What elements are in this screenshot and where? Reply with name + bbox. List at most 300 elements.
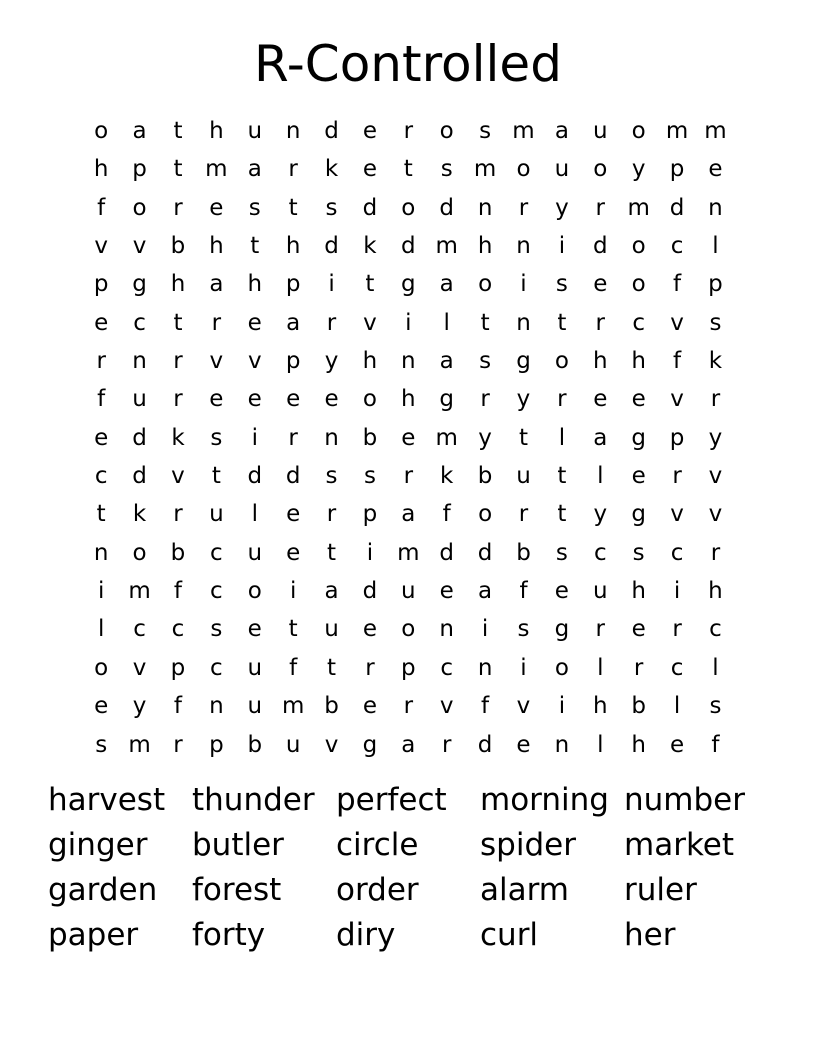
grid-letter[interactable]: a: [401, 501, 416, 528]
grid-letter[interactable]: t: [403, 156, 413, 183]
grid-letter[interactable]: p: [285, 271, 301, 298]
grid-letter[interactable]: r: [595, 616, 605, 643]
grid-letter[interactable]: h: [362, 348, 378, 375]
grid-letter[interactable]: n: [93, 539, 109, 566]
grid-letter[interactable]: s: [479, 348, 492, 375]
grid-letter[interactable]: r: [326, 501, 337, 528]
grid-letter[interactable]: f: [97, 194, 106, 221]
grid-letter[interactable]: b: [324, 693, 339, 720]
grid-letter[interactable]: c: [210, 654, 223, 681]
grid-letter[interactable]: e: [708, 156, 723, 183]
grid-letter[interactable]: y: [593, 501, 608, 528]
grid-letter[interactable]: t: [96, 501, 106, 528]
grid-letter[interactable]: y: [631, 156, 646, 183]
grid-letter[interactable]: r: [173, 194, 183, 221]
grid-letter[interactable]: i: [289, 578, 297, 605]
grid-letter[interactable]: u: [285, 731, 301, 758]
grid-letter[interactable]: d: [285, 463, 301, 490]
grid-letter[interactable]: d: [477, 539, 493, 566]
grid-letter[interactable]: e: [631, 616, 646, 643]
grid-letter[interactable]: p: [170, 654, 186, 681]
grid-letter[interactable]: p: [132, 156, 147, 183]
grid-letter[interactable]: r: [480, 386, 490, 413]
grid-letter[interactable]: v: [209, 348, 224, 375]
grid-letter[interactable]: e: [247, 616, 262, 643]
grid-letter[interactable]: n: [477, 194, 493, 221]
grid-letter[interactable]: s: [95, 731, 108, 758]
grid-letter[interactable]: h: [592, 348, 608, 375]
grid-letter[interactable]: y: [324, 348, 339, 375]
grid-letter[interactable]: g: [631, 501, 646, 528]
grid-letter[interactable]: f: [442, 501, 451, 528]
grid-letter[interactable]: p: [669, 424, 685, 451]
grid-letter[interactable]: b: [362, 424, 378, 451]
grid-letter[interactable]: b: [170, 233, 186, 260]
grid-letter[interactable]: p: [93, 271, 109, 298]
grid-letter[interactable]: v: [670, 501, 684, 528]
grid-letter[interactable]: l: [597, 463, 604, 490]
grid-letter[interactable]: k: [132, 501, 147, 528]
grid-letter[interactable]: h: [592, 693, 608, 720]
grid-letter[interactable]: r: [672, 616, 682, 643]
grid-letter[interactable]: i: [98, 578, 105, 605]
grid-letter[interactable]: i: [366, 539, 374, 566]
grid-letter[interactable]: v: [708, 501, 723, 528]
grid-letter[interactable]: p: [362, 501, 378, 528]
grid-letter[interactable]: h: [631, 348, 646, 375]
grid-letter[interactable]: e: [94, 693, 109, 720]
grid-letter[interactable]: h: [285, 233, 301, 260]
grid-letter[interactable]: c: [670, 233, 684, 260]
grid-letter[interactable]: c: [670, 539, 684, 566]
grid-letter[interactable]: a: [439, 348, 454, 375]
grid-letter[interactable]: y: [555, 194, 569, 221]
grid-letter[interactable]: b: [170, 539, 186, 566]
grid-letter[interactable]: l: [558, 424, 566, 451]
grid-letter[interactable]: o: [132, 539, 147, 566]
grid-letter[interactable]: a: [324, 578, 339, 605]
grid-letter[interactable]: o: [516, 156, 531, 183]
word-list: [48, 778, 768, 958]
grid-letter[interactable]: h: [209, 233, 224, 260]
grid-letter[interactable]: c: [593, 539, 607, 566]
grid-letter[interactable]: u: [324, 616, 339, 643]
grid-letter[interactable]: d: [324, 118, 339, 144]
grid-letter[interactable]: r: [557, 386, 567, 413]
grid-letter[interactable]: l: [597, 731, 604, 758]
grid-letter[interactable]: o: [631, 271, 646, 298]
word-list-item: morning: [480, 782, 609, 818]
grid-letter[interactable]: n: [132, 348, 147, 375]
grid-letter[interactable]: b: [247, 731, 263, 758]
grid-letter[interactable]: p: [285, 348, 301, 375]
grid-letter[interactable]: o: [593, 156, 608, 183]
grid-letter[interactable]: v: [516, 693, 531, 720]
grid-letter[interactable]: f: [173, 578, 183, 605]
grid-letter[interactable]: y: [516, 386, 531, 413]
grid-letter[interactable]: f: [519, 578, 528, 605]
grid-letter[interactable]: y: [132, 693, 147, 720]
grid-letter[interactable]: r: [403, 693, 414, 720]
grid-letter[interactable]: m: [435, 424, 458, 451]
grid-letter[interactable]: e: [94, 424, 109, 451]
grid-letter[interactable]: c: [133, 309, 146, 336]
grid-letter[interactable]: g: [362, 731, 378, 758]
grid-letter[interactable]: v: [94, 233, 108, 260]
grid-letter[interactable]: u: [247, 654, 263, 681]
grid-letter[interactable]: e: [554, 578, 569, 605]
grid-letter[interactable]: o: [247, 578, 262, 605]
grid-letter[interactable]: a: [478, 578, 493, 605]
grid-letter[interactable]: s: [517, 616, 530, 643]
grid-letter[interactable]: t: [557, 501, 567, 528]
grid-letter[interactable]: t: [365, 271, 375, 298]
grid-letter[interactable]: d: [247, 463, 263, 490]
grid-letter[interactable]: c: [670, 654, 684, 681]
grid-letter[interactable]: m: [665, 118, 689, 144]
grid-letter[interactable]: n: [516, 233, 531, 260]
grid-letter[interactable]: g: [401, 271, 416, 298]
grid-letter[interactable]: a: [286, 309, 301, 336]
grid-letter[interactable]: k: [324, 156, 339, 183]
grid-letter[interactable]: e: [516, 731, 531, 758]
grid-letter[interactable]: h: [631, 731, 646, 758]
grid-letter[interactable]: s: [479, 118, 492, 144]
grid-letter[interactable]: e: [593, 271, 608, 298]
grid-letter[interactable]: o: [132, 194, 147, 221]
grid-letter[interactable]: r: [633, 654, 644, 681]
grid-letter[interactable]: c: [94, 463, 108, 490]
grid-letter[interactable]: m: [704, 118, 727, 144]
grid-letter[interactable]: o: [401, 194, 416, 221]
word-list-item: butler: [192, 827, 284, 863]
grid-letter[interactable]: n: [516, 309, 531, 336]
grid-letter[interactable]: b: [631, 693, 646, 720]
grid-letter[interactable]: t: [288, 616, 298, 643]
grid-letter[interactable]: v: [132, 233, 147, 260]
grid-letter[interactable]: o: [439, 118, 454, 144]
grid-letter[interactable]: e: [631, 386, 646, 413]
grid-letter[interactable]: c: [440, 654, 454, 681]
grid-letter[interactable]: d: [439, 194, 455, 221]
grid-letter[interactable]: c: [210, 539, 223, 566]
grid-letter[interactable]: i: [251, 424, 258, 451]
grid-letter[interactable]: a: [401, 731, 416, 758]
grid-letter[interactable]: d: [669, 194, 685, 221]
grid-letter[interactable]: r: [595, 194, 605, 221]
word-list-item: order: [336, 872, 419, 908]
grid-letter[interactable]: o: [631, 233, 646, 260]
grid-letter[interactable]: u: [247, 118, 263, 144]
grid-letter[interactable]: e: [362, 156, 377, 183]
word-list-item: circle: [336, 827, 419, 863]
grid-letter[interactable]: d: [324, 233, 339, 260]
grid-letter[interactable]: t: [250, 233, 260, 260]
grid-letter[interactable]: m: [397, 539, 420, 566]
grid-letter[interactable]: o: [478, 501, 493, 528]
grid-letter[interactable]: d: [132, 424, 147, 451]
grid-letter[interactable]: i: [405, 309, 412, 336]
grid-letter[interactable]: c: [171, 616, 185, 643]
grid-letter[interactable]: u: [209, 501, 224, 528]
grid-letter[interactable]: d: [477, 731, 493, 758]
grid-letter[interactable]: t: [211, 463, 221, 490]
grid-letter[interactable]: h: [401, 386, 416, 413]
grid-letter[interactable]: s: [248, 194, 261, 221]
grid-letter[interactable]: r: [173, 386, 183, 413]
grid-letter[interactable]: u: [592, 578, 608, 605]
grid-letter[interactable]: t: [288, 194, 298, 221]
grid-letter[interactable]: n: [324, 424, 339, 451]
word-list-item: diry: [336, 917, 396, 953]
word-list-item: perfect: [336, 782, 447, 818]
grid-letter[interactable]: e: [362, 693, 377, 720]
letter-grid: [82, 112, 735, 764]
grid-letter[interactable]: g: [132, 271, 147, 298]
grid-letter[interactable]: h: [170, 271, 186, 298]
grid-letter[interactable]: o: [401, 616, 416, 643]
grid-letter[interactable]: n: [285, 118, 301, 144]
grid-letter[interactable]: v: [247, 348, 262, 375]
grid-letter[interactable]: r: [365, 654, 375, 681]
grid-letter[interactable]: r: [211, 309, 222, 336]
word-list-item: ruler: [624, 872, 697, 908]
grid-letter[interactable]: s: [709, 309, 722, 336]
grid-letter[interactable]: h: [477, 233, 493, 260]
grid-letter[interactable]: a: [209, 271, 224, 298]
grid-letter[interactable]: s: [325, 194, 338, 221]
grid-letter[interactable]: n: [708, 194, 723, 221]
grid-letter[interactable]: s: [555, 539, 568, 566]
grid-letter[interactable]: f: [481, 693, 490, 720]
grid-letter[interactable]: s: [440, 156, 453, 183]
grid-letter[interactable]: a: [554, 118, 569, 144]
grid-letter[interactable]: r: [173, 731, 183, 758]
grid-letter[interactable]: k: [363, 233, 377, 260]
grid-letter[interactable]: t: [557, 309, 567, 336]
grid-letter[interactable]: h: [708, 578, 723, 605]
grid-letter[interactable]: k: [708, 348, 723, 375]
grid-letter[interactable]: i: [558, 233, 566, 260]
grid-letter[interactable]: o: [94, 654, 109, 681]
grid-letter[interactable]: t: [173, 118, 183, 144]
grid-letter[interactable]: v: [439, 693, 454, 720]
grid-letter[interactable]: a: [593, 424, 608, 451]
grid-letter[interactable]: r: [173, 348, 183, 375]
grid-letter[interactable]: e: [247, 386, 262, 413]
grid-letter[interactable]: n: [209, 693, 224, 720]
grid-letter[interactable]: d: [362, 578, 378, 605]
grid-letter[interactable]: e: [669, 731, 685, 758]
grid-letter[interactable]: r: [173, 501, 183, 528]
grid-letter[interactable]: a: [439, 271, 454, 298]
grid-letter[interactable]: t: [557, 463, 567, 490]
grid-letter[interactable]: a: [132, 118, 147, 144]
grid-letter[interactable]: l: [251, 501, 258, 528]
grid-letter[interactable]: n: [477, 654, 493, 681]
grid-letter[interactable]: r: [288, 156, 298, 183]
grid-letter[interactable]: m: [435, 233, 458, 260]
grid-letter[interactable]: s: [210, 424, 223, 451]
grid-letter[interactable]: v: [132, 654, 147, 681]
grid-letter[interactable]: s: [210, 616, 223, 643]
grid-letter[interactable]: n: [401, 348, 416, 375]
grid-letter[interactable]: s: [709, 693, 722, 720]
grid-letter[interactable]: c: [133, 616, 146, 643]
grid-letter[interactable]: l: [597, 654, 604, 681]
grid-letter[interactable]: f: [673, 348, 682, 375]
grid-letter[interactable]: k: [440, 463, 454, 490]
grid-letter[interactable]: a: [247, 156, 262, 183]
grid-letter[interactable]: e: [362, 616, 377, 643]
grid-letter[interactable]: o: [631, 118, 646, 144]
grid-letter[interactable]: s: [555, 271, 568, 298]
grid-letter[interactable]: o: [554, 348, 569, 375]
grid-letter[interactable]: m: [128, 731, 151, 758]
grid-letter[interactable]: m: [473, 156, 497, 183]
grid-letter[interactable]: y: [708, 424, 723, 451]
grid-letter[interactable]: i: [481, 616, 489, 643]
grid-letter[interactable]: s: [325, 463, 338, 490]
grid-letter[interactable]: v: [324, 731, 339, 758]
grid-letter[interactable]: f: [289, 654, 298, 681]
grid-letter[interactable]: v: [670, 386, 684, 413]
page-title: R-Controlled: [254, 35, 562, 93]
grid-letter[interactable]: i: [520, 271, 527, 298]
grid-letter[interactable]: o: [554, 654, 569, 681]
grid-letter[interactable]: d: [132, 463, 147, 490]
grid-letter[interactable]: g: [554, 616, 570, 643]
grid-letter[interactable]: t: [480, 309, 490, 336]
grid-letter[interactable]: r: [518, 194, 529, 221]
grid-letter[interactable]: c: [709, 616, 722, 643]
grid-letter[interactable]: p: [669, 156, 685, 183]
grid-letter[interactable]: u: [401, 578, 416, 605]
grid-letter[interactable]: c: [632, 309, 645, 336]
grid-letter[interactable]: u: [516, 463, 531, 490]
grid-letter[interactable]: p: [209, 731, 224, 758]
grid-letter[interactable]: t: [518, 424, 528, 451]
grid-letter[interactable]: m: [205, 156, 228, 183]
grid-letter[interactable]: f: [173, 693, 183, 720]
grid-letter[interactable]: g: [516, 348, 531, 375]
grid-letter[interactable]: e: [286, 539, 301, 566]
grid-letter[interactable]: f: [711, 731, 720, 758]
grid-letter[interactable]: r: [96, 348, 106, 375]
grid-letter[interactable]: e: [209, 386, 224, 413]
grid-letter[interactable]: h: [247, 271, 263, 298]
grid-letter[interactable]: e: [209, 194, 224, 221]
grid-letter[interactable]: e: [362, 118, 377, 144]
grid-letter[interactable]: n: [439, 616, 454, 643]
grid-letter[interactable]: p: [708, 271, 723, 298]
grid-letter[interactable]: i: [328, 271, 335, 298]
grid-letter[interactable]: r: [403, 118, 414, 144]
grid-letter[interactable]: u: [592, 118, 608, 144]
word-list-item: her: [624, 917, 676, 953]
grid-letter[interactable]: b: [516, 539, 531, 566]
grid-letter[interactable]: r: [403, 463, 414, 490]
grid-letter[interactable]: g: [631, 424, 646, 451]
grid-letter[interactable]: r: [672, 463, 682, 490]
grid-letter[interactable]: v: [708, 463, 723, 490]
grid-letter[interactable]: b: [477, 463, 493, 490]
grid-letter[interactable]: u: [554, 156, 570, 183]
grid-letter[interactable]: i: [673, 578, 681, 605]
grid-letter[interactable]: k: [171, 424, 185, 451]
grid-letter[interactable]: r: [326, 309, 337, 336]
grid-letter[interactable]: e: [401, 424, 416, 451]
grid-letter[interactable]: r: [710, 386, 721, 413]
grid-letter[interactable]: t: [327, 539, 337, 566]
grid-letter[interactable]: l: [712, 654, 719, 681]
grid-letter[interactable]: f: [97, 386, 106, 413]
grid-letter[interactable]: t: [173, 156, 183, 183]
grid-letter[interactable]: m: [128, 578, 151, 605]
grid-letter[interactable]: e: [324, 386, 339, 413]
grid-letter[interactable]: o: [94, 118, 109, 144]
grid-letter[interactable]: d: [439, 539, 455, 566]
grid-letter[interactable]: m: [281, 693, 305, 720]
grid-letter[interactable]: f: [673, 271, 682, 298]
grid-letter[interactable]: e: [439, 578, 454, 605]
grid-letter[interactable]: v: [670, 309, 684, 336]
grid-letter[interactable]: s: [632, 539, 645, 566]
grid-letter[interactable]: s: [363, 463, 376, 490]
grid-letter[interactable]: e: [94, 309, 109, 336]
grid-letter[interactable]: d: [401, 233, 416, 260]
grid-letter[interactable]: h: [93, 156, 109, 183]
grid-letter[interactable]: l: [712, 233, 719, 260]
grid-letter[interactable]: u: [132, 386, 147, 413]
grid-letter[interactable]: o: [478, 271, 493, 298]
grid-letter[interactable]: m: [627, 194, 650, 221]
grid-letter[interactable]: e: [593, 386, 608, 413]
grid-letter[interactable]: h: [209, 118, 224, 144]
grid-letter[interactable]: o: [362, 386, 377, 413]
grid-letter[interactable]: e: [631, 463, 646, 490]
grid-letter[interactable]: i: [558, 693, 566, 720]
grid-letter[interactable]: c: [210, 578, 223, 605]
grid-letter[interactable]: d: [362, 194, 378, 221]
grid-letter[interactable]: r: [288, 424, 298, 451]
grid-letter[interactable]: v: [363, 309, 377, 336]
grid-letter[interactable]: g: [439, 386, 455, 413]
grid-letter[interactable]: y: [478, 424, 492, 451]
grid-letter[interactable]: p: [401, 654, 416, 681]
grid-letter[interactable]: r: [595, 309, 605, 336]
grid-letter[interactable]: n: [554, 731, 570, 758]
grid-letter[interactable]: e: [247, 309, 262, 336]
grid-letter[interactable]: i: [520, 654, 527, 681]
grid-letter[interactable]: u: [247, 693, 263, 720]
grid-letter[interactable]: l: [673, 693, 681, 720]
grid-letter[interactable]: t: [173, 309, 183, 336]
grid-letter[interactable]: r: [518, 501, 529, 528]
grid-letter[interactable]: l: [443, 309, 450, 336]
grid-letter[interactable]: r: [441, 731, 452, 758]
grid-letter[interactable]: m: [512, 118, 535, 144]
grid-letter[interactable]: v: [171, 463, 185, 490]
grid-letter[interactable]: e: [286, 501, 301, 528]
grid-letter[interactable]: u: [247, 539, 263, 566]
grid-letter[interactable]: e: [286, 386, 301, 413]
grid-letter[interactable]: d: [592, 233, 608, 260]
grid-letter[interactable]: r: [710, 539, 721, 566]
grid-letter[interactable]: l: [98, 616, 105, 643]
grid-letter[interactable]: t: [327, 654, 337, 681]
grid-letter[interactable]: h: [631, 578, 646, 605]
